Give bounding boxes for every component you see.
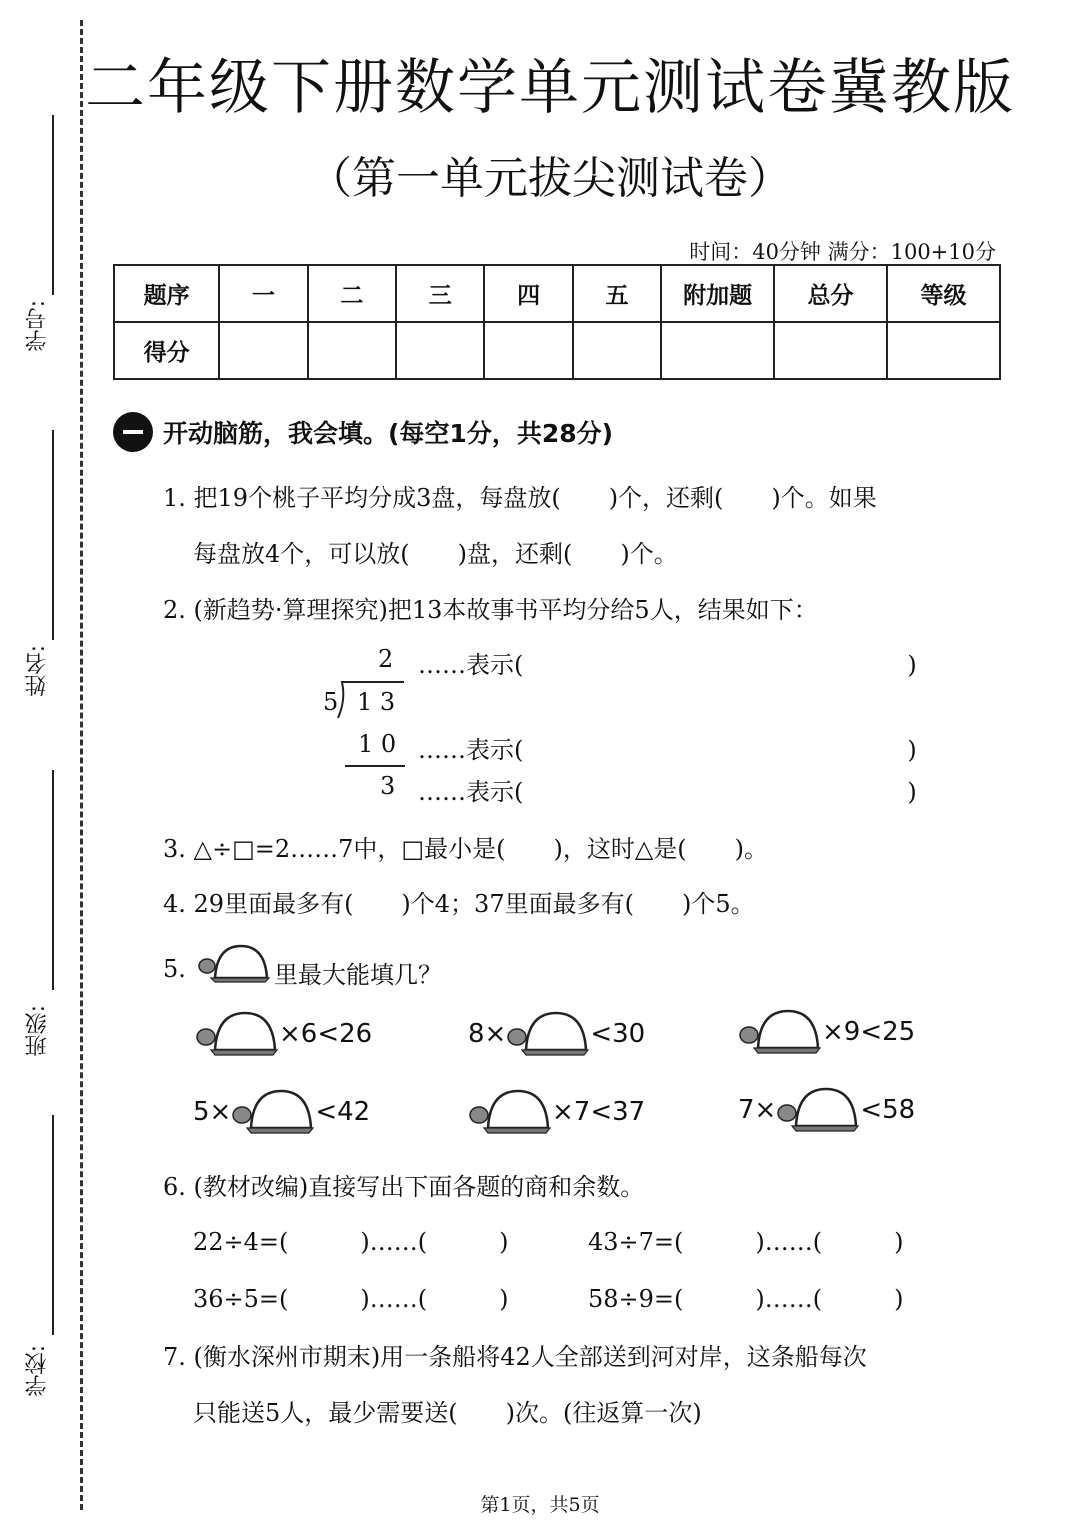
turtle-icon xyxy=(506,1010,590,1058)
turtle-icon xyxy=(231,1088,315,1136)
q5-expr-3 xyxy=(738,1008,915,1056)
q6-item-b: 43÷7=( )……( ) xyxy=(588,1228,904,1256)
division-label-quotient: ……表示( ) xyxy=(418,651,917,679)
division-dividend: 1 3 xyxy=(357,688,396,716)
score-input-cell[interactable] xyxy=(396,322,484,379)
q5-expr-2 xyxy=(468,1010,645,1058)
score-input-cell[interactable] xyxy=(887,322,1000,379)
cut-line xyxy=(80,20,83,1510)
score-header-cell: 附加题 xyxy=(661,265,774,322)
q5-expr-2-text: <30 xyxy=(590,1019,646,1049)
score-input-cell[interactable] xyxy=(573,322,661,379)
division-underline xyxy=(345,765,405,767)
turtle-icon xyxy=(776,1086,860,1134)
class-line xyxy=(52,770,54,990)
page-number: 第1页，共5页 xyxy=(480,1494,600,1516)
question-5-text: 里最大能填几？ xyxy=(274,961,442,989)
turtle-icon xyxy=(738,1008,822,1056)
score-header-cell: 二 xyxy=(308,265,396,322)
q6-item-c: 36÷5=( )……( ) xyxy=(193,1285,509,1313)
school-label: 学校: xyxy=(25,1345,50,1397)
score-header-cell: 五 xyxy=(573,265,661,322)
division-quotient: 2 xyxy=(378,645,394,673)
division-label-remainder: ……表示( ) xyxy=(418,778,917,806)
question-1-line2: 每盘放4个，可以放( )盘，还剩( )个。 xyxy=(193,540,678,568)
school-line xyxy=(52,1115,54,1335)
name-line xyxy=(52,430,54,640)
question-6: 6. (教材改编)直接写出下面各题的商和余数。 xyxy=(163,1173,645,1201)
division-product: 1 0 xyxy=(358,730,397,758)
student-no-label: 学号: xyxy=(25,300,50,352)
q5-expr-6 xyxy=(738,1086,915,1134)
q5-expr-5 xyxy=(468,1088,645,1136)
division-divisor: 5 xyxy=(323,688,339,716)
score-input-cell[interactable] xyxy=(219,322,307,379)
time-score-info: 时间：40分钟 满分：100+10分 xyxy=(689,240,996,264)
turtle-icon xyxy=(468,1088,552,1136)
question-3: 3. △÷□=2……7中，□最小是( )，这时△是( )。 xyxy=(163,835,769,863)
class-label: 班级: xyxy=(25,1005,50,1057)
question-7-line2: 只能送5人，最少需要送( )次。(往返算一次) xyxy=(193,1399,702,1427)
score-table xyxy=(113,264,1001,380)
page-title: 二年级下册数学单元测试卷冀教版 xyxy=(85,53,1015,123)
score-input-cell[interactable] xyxy=(774,322,887,379)
question-2: 2. (新趋势·算理探究)把13本故事书平均分给5人，结果如下： xyxy=(163,596,818,624)
q5-expr-5-text: ×7<37 xyxy=(552,1097,646,1127)
q5-expr-3-text: ×9<25 xyxy=(822,1017,916,1047)
score-header-cell: 等级 xyxy=(887,265,1000,322)
score-header-cell: 题序 xyxy=(114,265,219,322)
score-header-cell: 三 xyxy=(396,265,484,322)
question-4: 4. 29里面最多有( )个4；37里面最多有( )个5。 xyxy=(163,890,755,918)
score-header-cell: 一 xyxy=(219,265,307,322)
q5-expr-6-prefix: 7× xyxy=(738,1095,777,1125)
score-input-cell[interactable] xyxy=(484,322,572,379)
turtle-icon xyxy=(197,944,271,984)
q6-item-d: 58÷9=( )……( ) xyxy=(588,1285,904,1313)
q5-expr-2-prefix: 8× xyxy=(468,1019,507,1049)
q5-expr-4-text: <42 xyxy=(315,1097,371,1127)
question-5-number: 5. xyxy=(163,955,186,983)
score-header-cell: 四 xyxy=(484,265,572,322)
question-1-line1: 1. 把19个桃子平均分成3盘，每盘放( )个，还剩( )个。如果 xyxy=(163,484,877,512)
score-header-cell: 总分 xyxy=(774,265,887,322)
q5-expr-4-prefix: 5× xyxy=(193,1097,232,1127)
section-one-title: 开动脑筋，我会填。(每空1分，共28分) xyxy=(163,419,614,448)
score-input-cell[interactable] xyxy=(308,322,396,379)
section-one-badge-icon xyxy=(113,412,153,452)
score-input-cell[interactable] xyxy=(661,322,774,379)
q5-expr-6-text: <58 xyxy=(860,1095,916,1125)
question-7-line1: 7. (衡水深州市期末)用一条船将42人全部送到河对岸，这条船每次 xyxy=(163,1343,867,1371)
division-label-product: ……表示( ) xyxy=(418,736,917,764)
q5-expr-4 xyxy=(193,1088,370,1136)
turtle-icon xyxy=(195,1010,279,1058)
name-label: 姓名: xyxy=(25,645,50,697)
student-no-line xyxy=(52,115,54,295)
score-row-label: 得分 xyxy=(114,322,219,379)
page-subtitle: （第一单元拔尖测试卷） xyxy=(308,153,792,204)
division-remainder: 3 xyxy=(380,772,396,800)
q5-expr-1-text: ×6<26 xyxy=(279,1019,373,1049)
q6-item-a: 22÷4=( )……( ) xyxy=(193,1228,509,1256)
q5-expr-1 xyxy=(195,1010,372,1058)
